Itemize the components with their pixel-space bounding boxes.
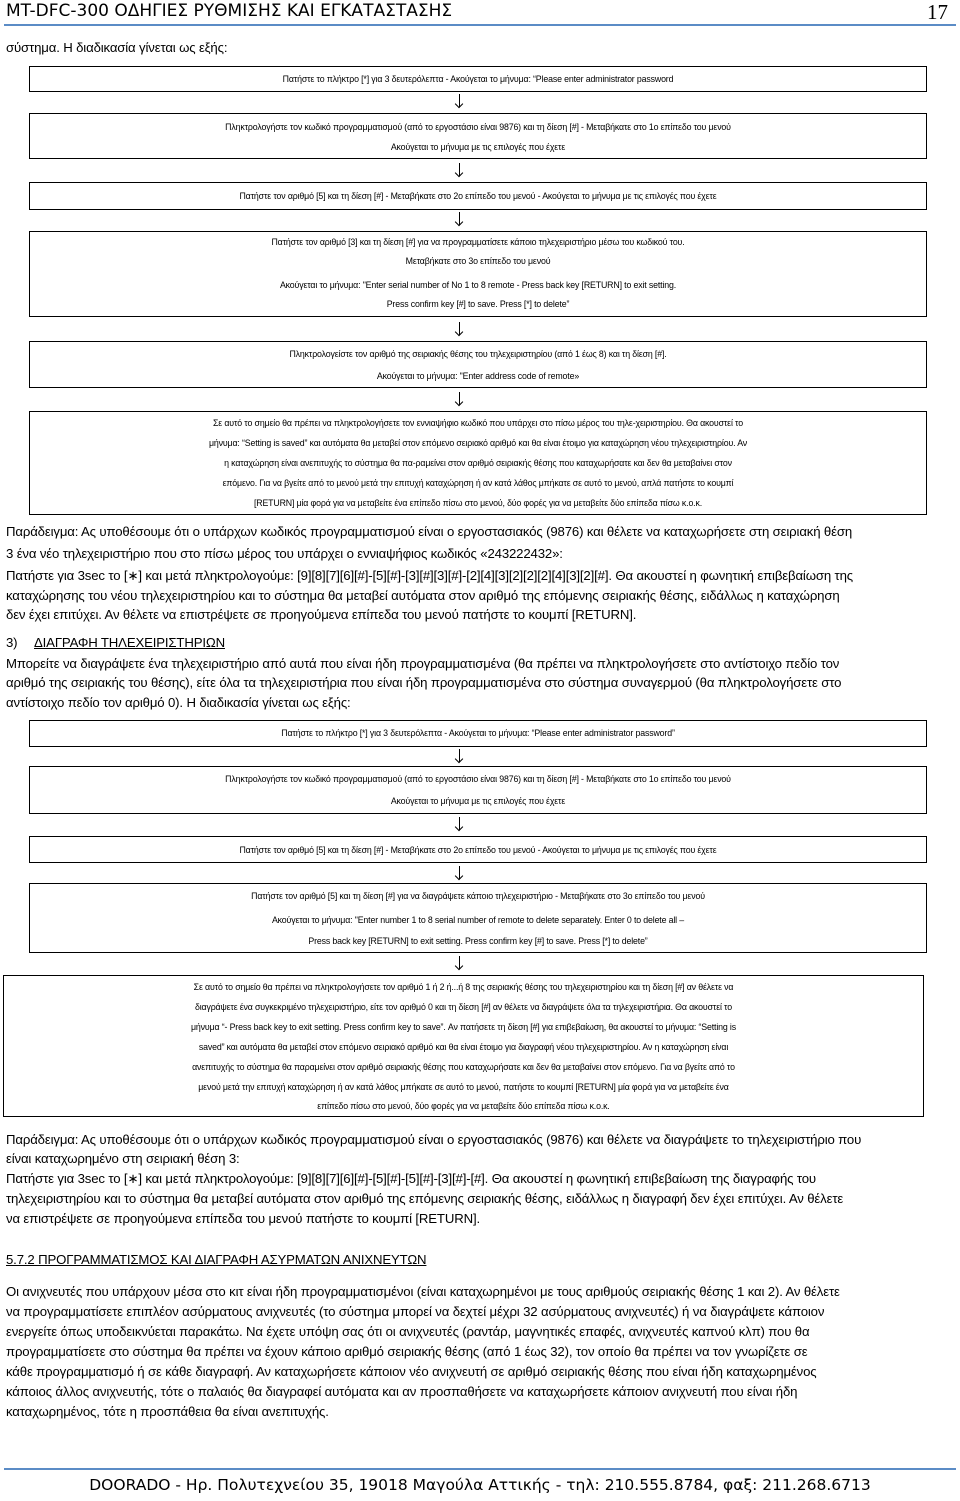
down-arrow-icon — [454, 212, 466, 226]
add-step-6-line-2: μήνυμα: “Setting is saved” και αυτόματα θα μεταβεί στον επόμενο σειριακό αριθμό και θα είναι έτοιμο για καταχώρηση νέου τηλεχειριστηρίου. Αν — [208, 438, 748, 448]
add-step-1-text: Πατήστε το πλήκτρο [*] για 3 δευτερόλεπτα - Ακούγεται το μήνυμα: “Please enter administrator password — [282, 74, 674, 84]
add-step-2-line-2: Ακούγεται το μήνυμα με τις επιλογές που έχετε — [390, 142, 566, 152]
section-3-line-1: Μπορείτε να διαγράψετε ένα τηλεχειριστήριο από αυτά που είναι ήδη προγραμματισμένα (θα πρέπει να πληκτρολογήσετε στο αντίστοιχο πεδίο τον — [6, 656, 840, 671]
delete-step-5-box — [3, 975, 924, 1117]
intro-line: σύστημα. Η διαδικασία γίνεται ως εξής: — [6, 40, 228, 55]
delete-step-5-line-5: ανεπιτυχής το σύστημα θα παραμείνει στον αριθμό σειριακής θέσης που καταχωρήσατε και δεν θα μεταβαίνει στον επόμενο. Για να βγείτε από το — [192, 1062, 735, 1072]
example-1-line-4: καταχώρησης του νέου τηλεχειριστηρίου και το σύστημα θα μεταβεί αυτόματα στον αριθμό της επόμενης σειριακής θέσης, ειδάλλως η καταχώρηση — [6, 588, 840, 603]
down-arrow-icon — [454, 749, 466, 763]
down-arrow-icon — [454, 956, 466, 970]
example-1-line-3: Πατήστε για 3sec το [∗] και μετά πληκτρολογούμε: [9][8][7][6][#]-[5][#]-[3][#][3][#]-[2][4][3][2][2][2][4][3][2][#]. Θα ακουστεί η φωνητική επιβεβαίωση της — [6, 568, 853, 583]
add-step-6-line-1: Σε αυτό το σημείο θα πρέπει να πληκτρολογήσετε τον εννιαψήφιο κωδικό που υπάρχει στο πίσω μέρος του τηλε-χειριστηρίου. Θα ακουστεί το — [213, 418, 743, 428]
down-arrow-icon — [454, 94, 466, 108]
delete-step-5-line-3: μήνυμα “- Press back key to exit setting. Press confirm key to save”. Αν πατήσετε τη δίεση [#] για επιβεβαίωση, θα ακουστεί το μήνυμα: “Setting is — [191, 1022, 736, 1032]
delete-step-5-line-4: saved” και αυτόματα θα μεταβεί στον επόμενο σειριακό αριθμό και θα είναι έτοιμο για διαγραφή νέου τηλεχειριστηρίου. Αν η καταχώρηση είναι — [198, 1042, 729, 1052]
delete-step-2-line-2: Ακούγεται το μήνυμα με τις επιλογές που έχετε — [390, 796, 566, 806]
delete-step-4-line-2: Ακούγεται το μήνυμα: "Enter number 1 to 8 serial number of remote to delete separately. Enter 0 to delete all – — [271, 915, 685, 925]
down-arrow-icon — [454, 866, 466, 880]
example-2-line-4: τηλεχειριστηρίου και το σύστημα θα μεταβεί αυτόματα στον αριθμό της επόμενης σειριακής θέσης, ειδάλλως η διαγραφή δεν έχει επιτύχει. Αν θέλετε — [6, 1191, 844, 1206]
page-header — [6, 0, 948, 24]
add-step-4-line-2: Μεταβήκατε στο 3ο επίπεδο του μενού — [405, 256, 551, 266]
delete-step-4-line-1: Πατήστε τον αριθμό [5] και τη δίεση [#] για να διαγράψετε κάποιο τηλεχειριστήριο - Μεταβήκατε στο 3ο επίπεδο του μενού — [251, 891, 705, 901]
add-step-4-box — [29, 231, 927, 317]
section-3-number: 3) — [6, 635, 18, 650]
delete-step-4-box — [29, 883, 927, 953]
delete-step-4-line-3: Press back key [RETURN] to exit setting. Press confirm key [#] to save. Press [*] to delete” — [308, 936, 648, 946]
add-step-6-line-3: η καταχώρηση είναι ανεπιτυχής το σύστημα θα πα-ραμείνει στον αριθμό σειριακής θέσης που καταχωρήσατε και δεν θα μεταβαίνει στον — [224, 458, 732, 468]
add-step-2-line-1: Πληκτρολογήστε τον κωδικό προγραμματισμού (από το εργοστάσιο είναι 9876) και τη δίεση [#] - Μεταβήκατε στο 1ο επίπεδο του μενού — [225, 122, 731, 132]
section-3-title: ΔΙΑΓΡΑΦΗ ΤΗΛΕΧΕΙΡΙΣΤΗΡΙΩΝ — [34, 635, 225, 650]
down-arrow-icon — [454, 163, 466, 177]
add-step-4-line-3: Ακούγεται το μήνυμα: "Enter serial number of No 1 to 8 remote - Press back key [RETURN] to exit setting. — [279, 280, 677, 290]
delete-step-2-line-1: Πληκτρολογήστε τον κωδικό προγραμματισμού (από το εργοστάσιο είναι 9876) και τη δίεση [#] - Μεταβήκατε στο 1ο επίπεδο του μενού — [225, 774, 731, 784]
delete-step-5-line-6: μενού μετά την επιτυχή καταχώρηση ή αν κατά λάθος μπήκατε σε αυτό το μενού, πατήστε το κουμπί [RETURN] μία φορά για να μεταβείτε ένα — [198, 1082, 729, 1092]
add-step-4-line-1: Πατήστε τον αριθμό [3] και τη δίεση [#] για να προγραμματίσετε κάποιο τηλεχειριστήριο μέσω του κωδικού του. — [271, 237, 685, 247]
example-2-line-1: Παράδειγμα: Ας υποθέσουμε ότι ο υπάρχων κωδικός προγραμματισμού είναι ο εργοστασιακός (9876) και θέλετε να διαγράψετε το τηλεχειριστήριο που — [6, 1132, 862, 1147]
add-step-4-line-4: Press confirm key [#] to save. Press [*] to delete” — [386, 299, 570, 309]
down-arrow-icon — [454, 817, 466, 831]
down-arrow-icon — [454, 392, 466, 406]
delete-step-5-line-7: επίπεδο πίσω στο μενού, δύο φορές για να μεταβείτε δύο επίπεδα πίσω κ.ο.κ. — [317, 1101, 610, 1111]
example-1-line-5: δεν έχει επιτύχει. Αν θέλετε να επιστρέψετε σε προηγούμενα επίπεδα του μενού πατήστε το κουμπί [RETURN]. — [6, 607, 637, 622]
add-step-5-line-2: Ακούγεται το μήνυμα: "Enter address code of remote» — [376, 371, 580, 381]
section-572-line-4: προγραμματίσετε στο σύστημα θα πρέπει να έχουν κάποιο αριθμό σειριακής θέσης (από 1 έως 32), τον οποίο θα πρέπει να τον γνωρίζετε σε — [6, 1344, 808, 1359]
section-572-line-6: κάποιος άλλος ανιχνευτής, τότε ο παλαιός θα διαγραφεί αυτόματα και αν προσπαθήσετε να καταχωρήσετε κάποιον ανιχνευτή που είναι ήδη — [6, 1384, 798, 1399]
example-2-line-5: να επιστρέψετε σε προηγούμενα επίπεδα του μενού πατήστε το κουμπί [RETURN]. — [6, 1211, 480, 1226]
page-footer: DOORADO - Ηρ. Πολυτεχνείου 35, 19018 Μαγούλα Αττικής - τηλ: 210.555.8784, φαξ: 211.268.6713 — [89, 1476, 871, 1494]
add-step-6-line-4: επόμενο. Για να βγείτε από το μενού μετά την επιτυχή καταχώρηση ή αν κατά λάθος μπήκατε σε αυτό το μενού, απλά πατήστε το κουμπί — [222, 478, 734, 488]
add-step-2-box — [29, 113, 927, 159]
footer-rule — [4, 1468, 956, 1470]
add-step-5-line-1: Πληκτρολογείστε τον αριθμό της σειριακής θέσης του τηλεχειριστηρίου (από 1 έως 8) και τη δίεση [#]. — [289, 349, 667, 359]
section-572-line-5: κάθε προγραμματισμό ή σε κάθε διαγραφή. Αν καταχωρήσετε κάποιον νέο ανιχνευτή σε αριθμό σειριακής θέσης που είναι ήδη καταχωρημένος — [6, 1364, 817, 1379]
example-1-line-1: Παράδειγμα: Ας υποθέσουμε ότι ο υπάρχων κωδικός προγραμματισμού είναι ο εργοστασιακός (9876) και θέλετε να καταχωρήσετε στη σειριακή θέση — [6, 524, 853, 539]
section-572-line-7: καταχωρημένος, τότε η προσπάθεια θα είναι ανεπιτυχής. — [6, 1404, 329, 1419]
document-title: MT-DFC-300 ΟΔΗΓΙΕΣ ΡΥΘΜΙΣΗΣ ΚΑΙ ΕΓΚΑΤΑΣΤΑΣΗΣ — [6, 1, 453, 21]
section-572-line-3: ενεργείτε όπως υποδεικνύεται παρακάτω. Να έχετε υπόψη σας ότι οι ανιχνευτές (ραντάρ, μαγνητικές επαφές, ανιχνευτές καπνού κλπ) που θα — [6, 1324, 810, 1339]
add-step-3-text: Πατήστε τον αριθμό [5] και τη δίεση [#] - Μεταβήκατε στο 2ο επίπεδο του μενού - Ακούγεται το μήνυμα με τις επιλογές που έχετε — [239, 191, 717, 201]
delete-step-3-text: Πατήστε τον αριθμό [5] και τη δίεση [#] - Μεταβήκατε στο 2ο επίπεδο του μενού - Ακούγεται το μήνυμα με τις επιλογές που έχετε — [239, 845, 717, 855]
delete-step-1-box — [29, 720, 927, 747]
delete-step-5-line-2: διαγράψετε ένα συγκεκριμένο τηλεχειριστήριο, είτε τον αριθμό 0 και τη δίεση [#] αν θέλετε να διαγράψετε όλα τα τηλεχειριστήρια. Θα ακουστεί το — [194, 1002, 733, 1012]
add-step-5-box — [29, 341, 927, 388]
section-572-line-2: να προγραμματίσετε επιπλέον ασύρματους ανιχνευτές (το σύστημα μπορεί να δεχτεί μέχρι 32 ασύρματους ανιχνευτές) ή να διαγράψετε κάποιον — [6, 1304, 825, 1319]
example-2-line-3: Πατήστε για 3sec το [∗] και μετά πληκτρολογούμε: [9][8][7][6][#]-[5][#]-[5][#]-[3][#]-[#]. Θα ακουστεί η φωνητική επιβεβαίωση της διαγραφής του — [6, 1171, 816, 1186]
add-step-6-line-5: [RETURN] μία φορά για να μεταβείτε ένα επίπεδο πίσω στο μενού, δύο φορές για να μεταβείτε δύο επίπεδα πίσω κ.ο.κ. — [253, 498, 703, 508]
example-2-line-2: είναι καταχωρημένο στη σειριακή θέση 3: — [6, 1151, 240, 1166]
delete-step-2-box — [29, 766, 927, 814]
section-3-line-3: αντίστοιχο πεδίο τον αριθμό 0). Η διαδικασία γίνεται ως εξής: — [6, 695, 351, 710]
example-1-line-2: 3 ένα νέο τηλεχειριστήριο που στο πίσω μέρος του υπάρχει ο εννιαψήφιος κωδικός «243222432»: — [6, 546, 563, 561]
section-3-line-2: αριθμό της σειριακής του θέσης), είτε όλα τα τηλεχειριστήρια που είναι ήδη προγραμματισμένα στο σύστημα συναγερμού (θα πληκτρολογήσετε στο — [6, 675, 842, 690]
section-572-title: 5.7.2 ΠΡΟΓΡΑΜΜΑΤΙΣΜΟΣ ΚΑΙ ΔΙΑΓΡΑΦΗ ΑΣΥΡΜΑΤΩΝ ΑΝΙΧΝΕΥΤΩΝ — [6, 1252, 427, 1267]
add-step-6-box — [29, 411, 927, 515]
down-arrow-icon — [454, 322, 466, 336]
delete-step-3-box — [29, 836, 927, 863]
delete-step-1-text: Πατήστε το πλήκτρο [*] για 3 δευτερόλεπτα - Ακούγεται το μήνυμα: “Please enter administrator password” — [281, 728, 675, 738]
section-572-line-1: Οι ανιχνευτές που υπάρχουν μέσα στο κιτ είναι ήδη προγραμματισμένοι (είναι καταχωρημένοι με τους αριθμούς σειριακής θέσης 1 και 2). Αν θέλετε — [6, 1284, 840, 1299]
header-rule — [4, 24, 956, 26]
add-step-3-box — [29, 182, 927, 210]
delete-step-5-line-1: Σε αυτό το σημείο θα πρέπει να πληκτρολογήσετε τον αριθμό 1 ή 2 ή...ή 8 της σειριακής θέσης του τηλεχειριστηρίου και τη δίεση [#] αν θέλετε να — [193, 982, 734, 992]
add-step-1-box — [29, 66, 927, 92]
page-number: 17 — [927, 0, 948, 24]
